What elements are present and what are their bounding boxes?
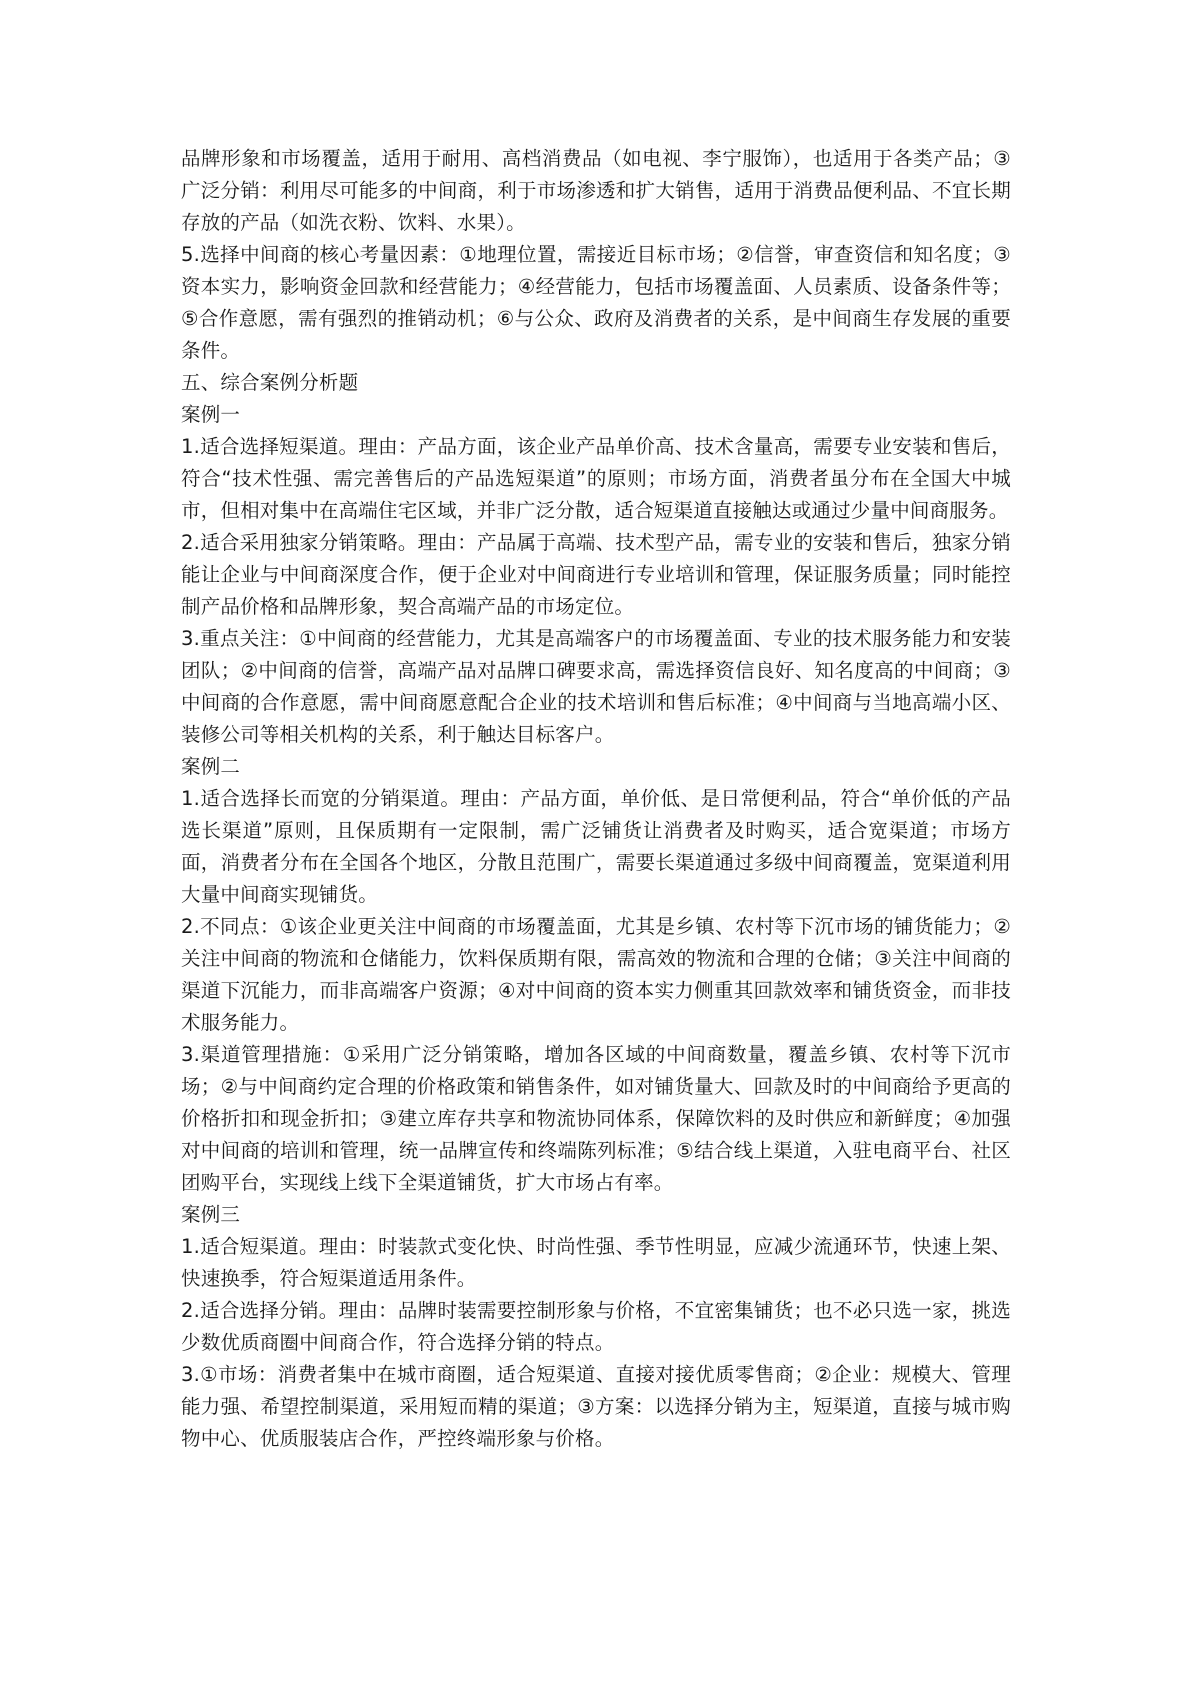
document-body <box>181 143 1011 1455</box>
case-heading-1: 案例一 <box>181 403 241 426</box>
paragraph-distribution-types-cont: 品牌形象和市场覆盖，适用于耐用、高档消费品（如电视、李宁服饰），也适用于各类产品；③广泛分销：利用尽可能多的中间商，利于市场渗透和扩大销售，适用于消费品便利品、不宜长期存放的产品（如洗衣粉、饮料、水果）。 <box>181 147 1011 234</box>
case2-answer-3: 3.渠道管理措施：①采用广泛分销策略，增加各区域的中间商数量，覆盖乡镇、农村等下沉市场；②与中间商约定合理的价格政策和销售条件，如对铺货量大、回款及时的中间商给予更高的价格折扣和现金折扣；③建立库存共享和物流协同体系，保障饮料的及时供应和新鲜度；④加强对中间商的培训和管理，统一品牌宣传和终端陈列标准；⑤结合线上渠道，入驻电商平台、社区团购平台，实现线上线下全渠道铺货，扩大市场占有率。 <box>181 1043 1011 1194</box>
case1-answer-2: 2.适合采用独家分销策略。理由：产品属于高端、技术型产品，需专业的安装和售后，独家分销能让企业与中间商深度合作，便于企业对中间商进行专业培训和管理，保证服务质量；同时能控制产品价格和品牌形象，契合高端产品的市场定位。 <box>181 531 1011 618</box>
section-heading-case-analysis: 五、综合案例分析题 <box>181 371 359 394</box>
case-heading-2: 案例二 <box>181 755 241 778</box>
case3-answer-3: 3.①市场：消费者集中在城市商圈，适合短渠道、直接对接优质零售商；②企业：规模大、管理能力强、希望控制渠道，采用短而精的渠道；③方案：以选择分销为主，短渠道，直接与城市购物中心、优质服装店合作，严控终端形象与价格。 <box>181 1363 1011 1450</box>
case1-answer-3: 3.重点关注：①中间商的经营能力，尤其是高端客户的市场覆盖面、专业的技术服务能力和安装团队；②中间商的信誉，高端产品对品牌口碑要求高，需选择资信良好、知名度高的中间商；③中间商的合作意愿，需中间商愿意配合企业的技术培训和售后标准；④中间商与当地高端小区、装修公司等相关机构的关系，利于触达目标客户。 <box>181 627 1011 746</box>
case2-answer-1: 1.适合选择长而宽的分销渠道。理由：产品方面，单价低、是日常便利品，符合“单价低的产品选长渠道”原则，且保质期有一定限制，需广泛铺货让消费者及时购买，适合宽渠道；市场方面，消费者分布在全国各个地区，分散且范围广，需要长渠道通过多级中间商覆盖，宽渠道利用大量中间商实现铺货。 <box>181 787 1011 906</box>
case3-answer-1: 1.适合短渠道。理由：时装款式变化快、时尚性强、季节性明显，应减少流通环节，快速上架、快速换季，符合短渠道适用条件。 <box>181 1235 1011 1290</box>
paragraph-intermediary-factors: 5.选择中间商的核心考量因素：①地理位置，需接近目标市场；②信誉，审查资信和知名度；③资本实力，影响资金回款和经营能力；④经营能力，包括市场覆盖面、人员素质、设备条件等；⑤合作意愿，需有强烈的推销动机；⑥与公众、政府及消费者的关系，是中间商生存发展的重要条件。 <box>181 243 1011 362</box>
case-heading-3: 案例三 <box>181 1203 241 1226</box>
case2-answer-2: 2.不同点：①该企业更关注中间商的市场覆盖面，尤其是乡镇、农村等下沉市场的铺货能力；②关注中间商的物流和仓储能力，饮料保质期有限，需高效的物流和合理的仓储；③关注中间商的渠道下沉能力，而非高端客户资源；④对中间商的资本实力侧重其回款效率和铺货资金，而非技术服务能力。 <box>181 915 1011 1034</box>
case1-answer-1: 1.适合选择短渠道。理由：产品方面，该企业产品单价高、技术含量高，需要专业安装和售后，符合“技术性强、需完善售后的产品选短渠道”的原则；市场方面，消费者虽分布在全国大中城市，但相对集中在高端住宅区域，并非广泛分散，适合短渠道直接触达或通过少量中间商服务。 <box>181 435 1011 522</box>
case3-answer-2: 2.适合选择分销。理由：品牌时装需要控制形象与价格，不宜密集铺货；也不必只选一家，挑选少数优质商圈中间商合作，符合选择分销的特点。 <box>181 1299 1011 1354</box>
